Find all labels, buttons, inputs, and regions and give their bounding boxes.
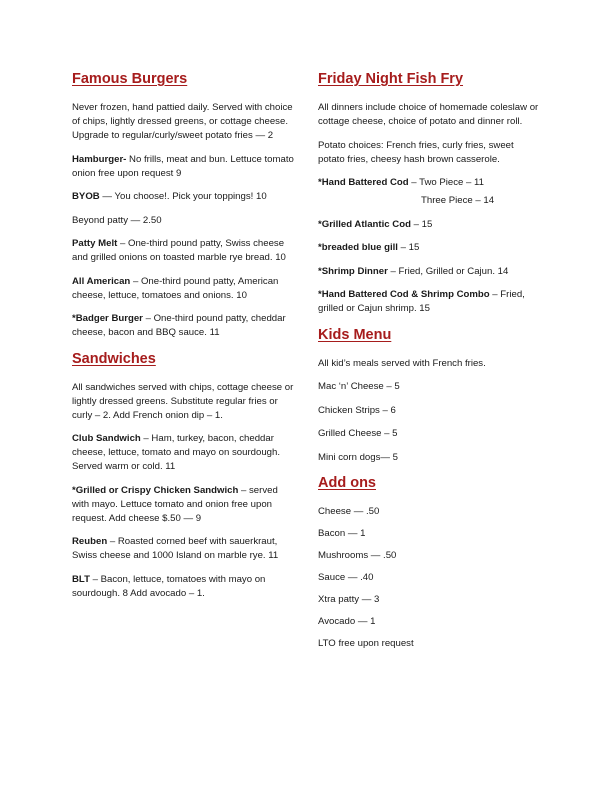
item-name: *Badger Burger (72, 313, 143, 324)
menu-item-hamburger (72, 153, 294, 181)
cod-three-piece: Three Piece – 14 (421, 195, 495, 206)
item-desc: Beyond patty — 2.50 (72, 214, 162, 226)
kids-item: Grilled Cheese – 5 (318, 428, 398, 439)
menu-item-chicken-sandwich (72, 484, 294, 526)
menu-item-byob (72, 190, 294, 204)
addon-item: Avocado — 1 (318, 616, 376, 627)
item-desc: – served with mayo. Lettuce tomato and onion free upon request. Add cheese $.50 — 9 (72, 484, 278, 524)
item-desc: — You choose!. Pick your toppings! 10 (99, 191, 267, 202)
sandwiches-heading: Sandwiches (72, 350, 156, 367)
addon-item: Sauce — .40 (318, 572, 374, 583)
burgers-intro: Never frozen, hand pattied daily. Served with choice of chips, lightly dressed greens, or cottage cheese. Upgrade to regular/curly/sweet potato fries — 2 (72, 102, 293, 141)
menu-item-cod-shrimp-combo (318, 288, 540, 316)
menu-item-beyond-patty (72, 214, 294, 228)
item-name: *breaded blue gill (318, 242, 398, 253)
fish-intro: All dinners include choice of homemade coleslaw or cottage cheese, choice of potato and dinner roll. (318, 102, 539, 127)
sandwiches-intro: All sandwiches served with chips, cottage cheese or lightly dressed greens. Substitute regular fries or curly – 2. Add French onion dip – 1. (72, 381, 294, 421)
left-column (72, 70, 294, 610)
menu-item-blue-gill (318, 241, 540, 255)
kids-item: Chicken Strips – 6 (318, 404, 396, 416)
item-desc: No frills, meat and bun. Lettuce tomato onion free upon request 9 (72, 153, 294, 179)
menu-item-club-sandwich (72, 432, 294, 474)
item-desc: – One-third pound patty, cheddar cheese, bacon and BBQ sauce. 11 (72, 313, 286, 338)
kids-item: Mac ‘n’ Cheese – 5 (318, 381, 400, 392)
menu-item-hand-battered-cod (318, 176, 540, 190)
item-name: *Hand Battered Cod & Shrimp Combo (318, 289, 490, 300)
add-ons-heading: Add ons (318, 475, 376, 491)
menu-item-reuben (72, 535, 294, 563)
item-desc: – 15 (397, 242, 420, 253)
addon-item: Mushrooms — .50 (318, 550, 397, 561)
item-desc: – One-third pound patty, American cheese, lettuce, tomatoes and onions. 10 (72, 275, 279, 301)
item-desc: – Roasted corned beef with sauerkraut, Swiss cheese and 1000 Island on marble rye. 11 (72, 536, 279, 561)
item-desc: – Bacon, lettuce, tomatoes with mayo on sourdough. 8 Add avocado – 1. (72, 573, 266, 599)
kids-menu-heading: Kids Menu (318, 326, 392, 343)
item-name: *Grilled or Crispy Chicken Sandwich (72, 484, 239, 496)
item-name: Hamburger- (72, 153, 127, 165)
item-name: *Grilled Atlantic Cod (318, 218, 411, 230)
menu-item-patty-melt (72, 237, 294, 265)
item-desc: – Fried, grilled or Cajun shrimp. 15 (318, 289, 525, 314)
item-name: *Hand Battered Cod (318, 177, 409, 188)
fish-fry-heading: Friday Night Fish Fry (318, 71, 464, 87)
item-name: Patty Melt (72, 238, 118, 249)
item-name: BYOB (72, 191, 100, 202)
item-name: All American (72, 275, 131, 287)
menu-item-badger-burger (72, 312, 294, 340)
item-name: BLT (72, 573, 90, 585)
menu-item-shrimp-dinner (318, 265, 540, 279)
famous-burgers-heading: Famous Burgers (72, 71, 188, 87)
menu-item-grilled-atlantic-cod (318, 218, 540, 232)
item-desc: – Fried, Grilled or Cajun. 14 (387, 265, 509, 277)
kids-intro: All kid’s meals served with French fries. (318, 357, 486, 369)
menu-item-blt (72, 573, 294, 601)
addon-item: Xtra patty — 3 (318, 594, 380, 605)
addon-item: LTO free upon request (318, 638, 414, 649)
item-name: *Shrimp Dinner (318, 265, 388, 277)
addon-item: Bacon — 1 (318, 528, 366, 539)
item-desc: – Ham, turkey, bacon, cheddar cheese, lettuce, tomato and mayo on sourdough. Served warm or cold. 11 (72, 433, 280, 472)
potato-choices: Potato choices: French fries, curly fries, sweet potato fries, cheesy hash brown casserole. (318, 139, 514, 165)
addon-item: Cheese — .50 (318, 506, 380, 517)
item-desc: – Two Piece – 11 (408, 177, 485, 188)
kids-item: Mini corn dogs— 5 (318, 451, 398, 463)
right-column (318, 70, 540, 661)
item-desc: – 15 (410, 218, 433, 230)
item-desc: – One-third pound patty, Swiss cheese and grilled onions on toasted marble rye bread. 10 (72, 238, 286, 263)
item-name: Reuben (72, 536, 108, 547)
menu-item-all-american (72, 275, 294, 303)
item-name: Club Sandwich (72, 433, 141, 444)
